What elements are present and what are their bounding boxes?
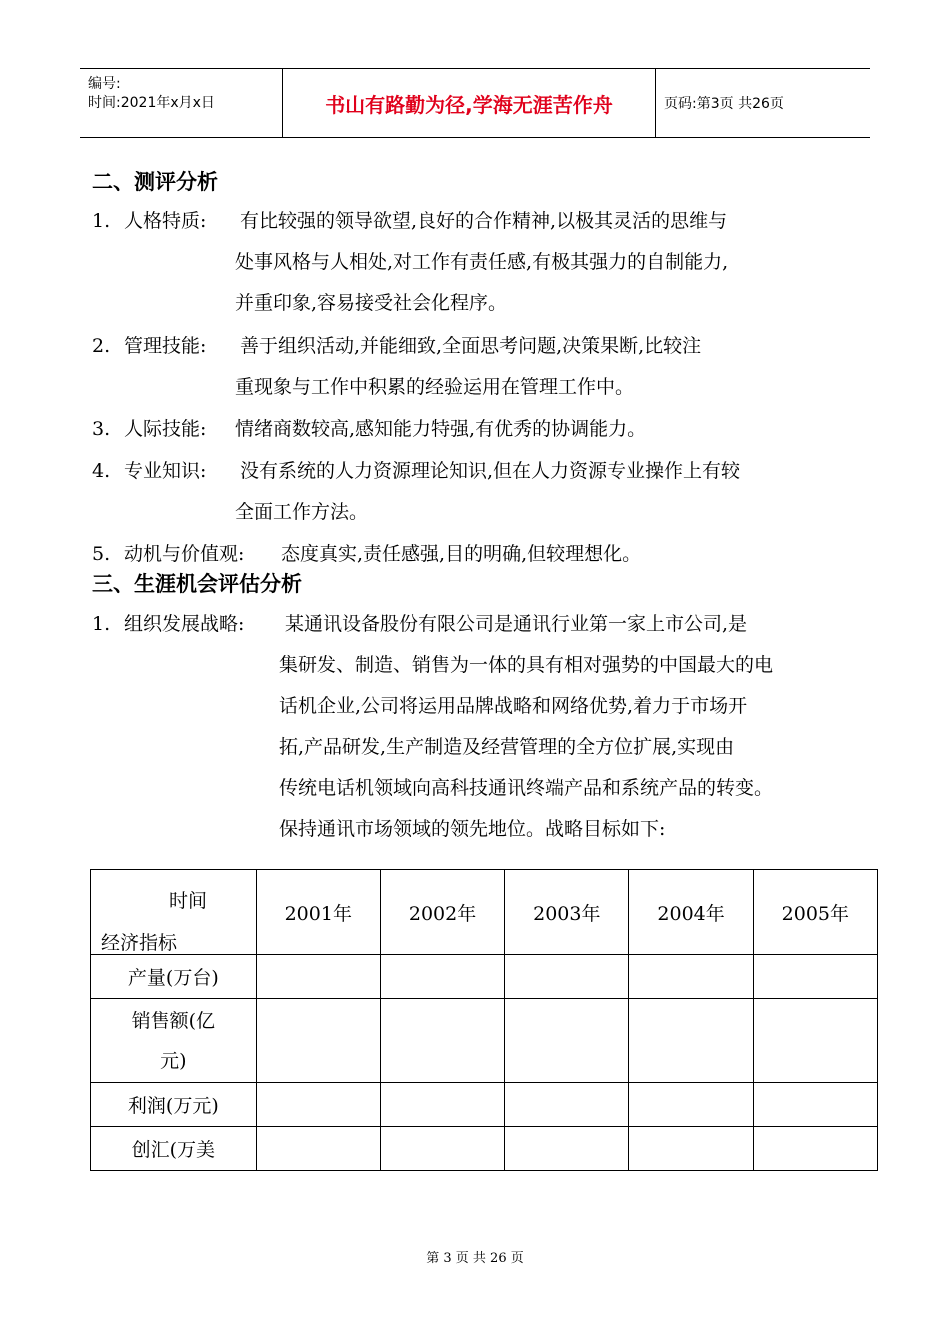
time-label: 时间:2021年x月x日 xyxy=(88,95,215,111)
table-cell xyxy=(753,999,877,1083)
table-cell xyxy=(380,1083,504,1127)
item-text-line: 全面工作方法。 xyxy=(235,501,369,523)
header-motto: 书山有路勤为径,学海无涯苦作舟 xyxy=(282,69,656,137)
item-text-line: 传统电话机领域向高科技通讯终端产品和系统产品的转变。 xyxy=(279,777,774,799)
table-cell xyxy=(753,1083,877,1127)
year-header: 2003年 xyxy=(505,870,629,955)
item-text-line: 拓,产品研发,生产制造及经营管理的全方位扩展,实现由 xyxy=(279,736,735,758)
corner-time-label: 时间 xyxy=(169,890,208,912)
item-text-line: 有比较强的领导欲望,良好的合作精神,以极其灵活的思维与 xyxy=(240,210,728,232)
header-meta xyxy=(80,69,282,137)
row-label: 利润(万元) xyxy=(91,1083,257,1127)
table-cell xyxy=(256,1083,380,1127)
list-item xyxy=(92,604,862,850)
row-label xyxy=(91,999,257,1083)
year-header: 2004年 xyxy=(629,870,753,955)
year-header: 2005年 xyxy=(753,870,877,955)
corner-indicator-label: 经济指标 xyxy=(101,932,178,954)
year-header: 2002年 xyxy=(380,870,504,955)
item-text-line: 善于组织活动,并能细致,全面思考问题,决策果断,比较注 xyxy=(240,335,702,357)
section-title-career: 三、生涯机会评估分析 xyxy=(92,572,302,596)
item-number: 1. xyxy=(92,210,111,232)
table-row xyxy=(91,999,878,1083)
table-cell xyxy=(380,999,504,1083)
row-label: 创汇(万美 xyxy=(91,1127,257,1171)
table-cell xyxy=(629,955,753,999)
table-cell xyxy=(629,999,753,1083)
item-label: 人格特质: xyxy=(124,210,207,232)
table-header-row xyxy=(91,870,878,955)
table-cell xyxy=(256,999,380,1083)
table-row xyxy=(91,1083,878,1127)
table-cell xyxy=(380,1127,504,1171)
economic-targets-table xyxy=(90,869,878,1171)
item-label: 人际技能: xyxy=(124,418,207,440)
year-header: 2001年 xyxy=(256,870,380,955)
item-label: 管理技能: xyxy=(124,335,207,357)
item-text-line: 重现象与工作中积累的经验运用在管理工作中。 xyxy=(235,376,635,398)
item-text-line: 保持通讯市场领域的领先地位。战略目标如下: xyxy=(279,818,666,840)
page-footer: 第 3 页 共 26 页 xyxy=(426,1251,524,1266)
item-label: 组织发展战略: xyxy=(124,613,245,635)
list-item xyxy=(92,201,862,324)
row-label-line: 销售额(亿 xyxy=(131,1009,216,1032)
item-number: 4. xyxy=(92,460,111,482)
table-cell xyxy=(505,1083,629,1127)
item-text-line: 处事风格与人相处,对工作有责任感,有极其强力的自制能力, xyxy=(235,251,729,273)
list-item xyxy=(92,409,862,450)
section-title-evaluation: 二、测评分析 xyxy=(92,170,218,194)
item-text-line: 并重印象,容易接受社会化程序。 xyxy=(235,292,508,314)
table-row xyxy=(91,1127,878,1171)
item-label: 专业知识: xyxy=(124,460,207,482)
item-number: 2. xyxy=(92,335,111,357)
row-label-line: 元) xyxy=(160,1049,187,1072)
list-item xyxy=(92,451,862,533)
item-text-line: 集研发、制造、销售为一体的具有相对强势的中国最大的电 xyxy=(279,654,774,676)
item-number: 5. xyxy=(92,543,111,565)
table-cell xyxy=(256,1127,380,1171)
table-cell xyxy=(505,999,629,1083)
item-text-line: 话机企业,公司将运用品牌战略和网络优势,着力于市场开 xyxy=(279,695,748,717)
item-number: 3. xyxy=(92,418,111,440)
item-number: 1. xyxy=(92,613,111,635)
row-label: 产量(万台) xyxy=(91,955,257,999)
header-page-info: 页码:第3页 共26页 xyxy=(664,96,784,112)
table-cell xyxy=(753,955,877,999)
table-corner-cell xyxy=(91,870,257,955)
item-text-line: 情绪商数较高,感知能力特强,有优秀的协调能力。 xyxy=(235,418,647,440)
table-cell xyxy=(380,955,504,999)
table-cell xyxy=(629,1083,753,1127)
item-text-line: 没有系统的人力资源理论知识,但在人力资源专业操作上有较 xyxy=(240,460,741,482)
table-row xyxy=(91,955,878,999)
number-label: 编号: xyxy=(88,76,121,92)
table-cell xyxy=(505,955,629,999)
list-item xyxy=(92,326,862,408)
item-label: 动机与价值观: xyxy=(124,543,245,565)
table-cell xyxy=(505,1127,629,1171)
table-cell xyxy=(753,1127,877,1171)
table-cell xyxy=(629,1127,753,1171)
item-text-line: 态度真实,责任感强,目的明确,但较理想化。 xyxy=(281,543,642,565)
page-header xyxy=(80,68,870,138)
table-cell xyxy=(256,955,380,999)
item-text-line: 某通讯设备股份有限公司是通讯行业第一家上市公司,是 xyxy=(285,613,748,635)
